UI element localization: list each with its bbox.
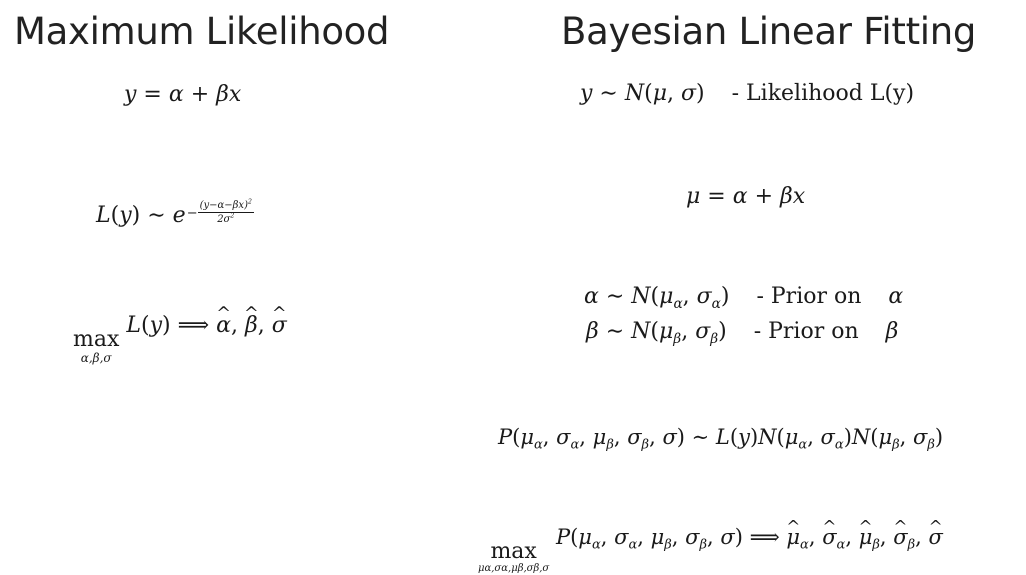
bayesian-linear-fitting-heading: Bayesian Linear Fitting: [561, 10, 977, 53]
max-posterior-equation: max μα,σα,μβ,σβ,σ $P(\mu_\alpha$, $\sigma_\alpha$, $\mu_\beta$, $\sigma_\beta$, σ) ⟹ μ $\^{}_\alpha$, σ $\^{}_\alpha$, μ $\^{}_\beta$, σ $\^{}_\beta$, σ ^: [478, 527, 943, 575]
max-likelihood-estimate-equation: max α,β,σ L(y) ⟹ α ^, β ^, σ ^: [73, 315, 287, 365]
mean-equation: μ = α + βx: [686, 184, 806, 209]
prior-alpha-label: - Prior on: [756, 284, 862, 309]
alpha-prior-equation: α ∼ $N(\mu_\alpha$, $\sigma_\alpha$) - Prior on α: [584, 284, 904, 312]
likelihood-equation: L(y) ∼ e− $\frac{(y-\alpha-\beta x)^2}{2\sigma^2}$: [96, 198, 252, 228]
maximum-likelihood-heading: Maximum Likelihood: [14, 10, 390, 53]
max-posterior-subscript: μα,σα,μβ,σβ,σ: [478, 563, 550, 574]
likelihood-label: - Likelihood L(y): [731, 81, 915, 106]
beta-prior-equation: β ∼ $N(\mu_\beta$, $\sigma_\beta$) - Prior on β: [586, 319, 899, 347]
max-operator: max: [73, 327, 120, 352]
likelihood-distribution-equation: y ∼ N(μ, σ) - Likelihood L(y): [580, 81, 915, 106]
posterior-equation: $P(\mu_\alpha$, $\sigma_\alpha$, $\mu_\beta$, $\sigma_\beta$, σ) ∼ $L(y)N(\mu_\alpha$, $\sigma_\alpha)N(\mu_\beta$, $\sigma_\beta$): [498, 425, 944, 453]
max-subscript: α,β,σ: [80, 351, 112, 365]
prior-beta-label: - Prior on: [753, 319, 859, 344]
linear-model-equation: y = α + βx: [124, 82, 242, 107]
max-operator-posterior: max: [490, 539, 537, 564]
